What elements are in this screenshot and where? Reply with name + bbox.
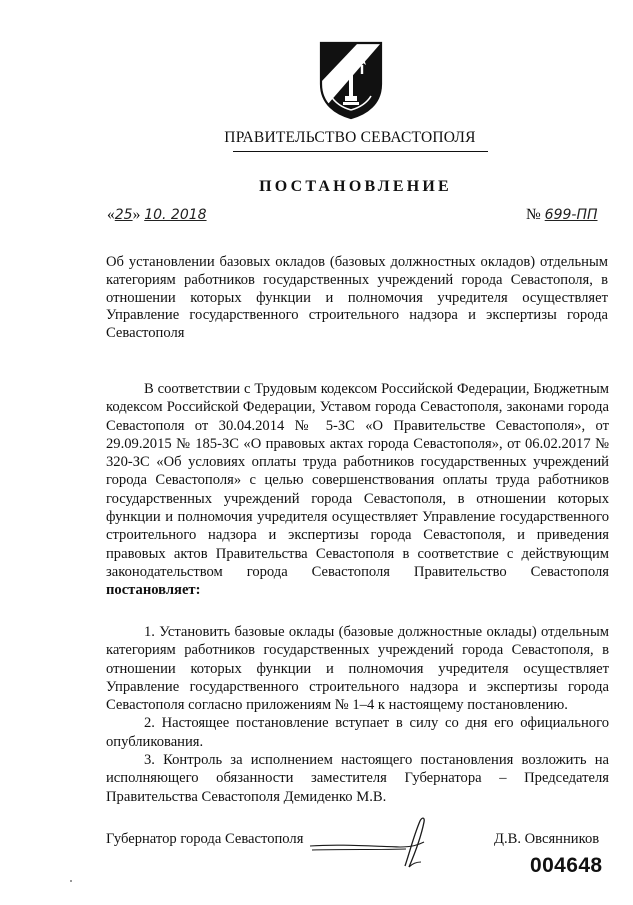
coat-of-arms-icon bbox=[318, 40, 384, 120]
decree-word: постановляет: bbox=[106, 582, 201, 599]
date-day: 25 bbox=[114, 207, 133, 223]
document-subject: Об установлении базовых окладов (базовых должностных окладов) отдельным категориям работников государственных учреждений города Севастополя, в отношении которых функции и полномочия учредителя осуществляет Управление государственного строительного надзора и экспертизы города Севастополя bbox=[106, 254, 608, 342]
decree-item: 2. Настоящее постановление вступает в силу со дня его официального опубликования. bbox=[106, 715, 609, 750]
preamble-paragraph bbox=[106, 380, 609, 600]
signatory-position: Губернатор города Севастополя bbox=[106, 831, 304, 847]
serial-number: 004648 bbox=[530, 854, 603, 877]
government-name-underline bbox=[233, 151, 488, 152]
date-close-quote: » bbox=[132, 206, 141, 223]
number-value: 699-ПП bbox=[544, 207, 598, 223]
decree-items bbox=[106, 623, 609, 806]
signatory-name: Д.В. Овсянников bbox=[494, 831, 600, 847]
scan-artifact bbox=[70, 880, 72, 882]
date-month-year: 10. 2018 bbox=[144, 207, 207, 223]
number-sign: № bbox=[526, 206, 541, 223]
handwritten-signature bbox=[308, 815, 458, 875]
document-date bbox=[107, 206, 207, 224]
document-type-heading: ПОСТАНОВЛЕНИЕ bbox=[259, 178, 452, 195]
decree-item: 3. Контроль за исполнением настоящего постановления возложить на исполняющего обязанности заместителя Губернатора – Председателя Правительства Севастополя Демиденко М.В. bbox=[106, 752, 609, 805]
government-name: ПРАВИТЕЛЬСТВО СЕВАСТОПОЛЯ bbox=[224, 129, 476, 146]
decree-item: 1. Установить базовые оклады (базовые должностные оклады) отдельным категориям работников государственных учреждений города Севастополя, в отношении которых функции и полномочия учредителя осуществляет Управление государственного строительного надзора и экспертизы города Севастополя согласно приложениям № 1–4 к настоящему постановлению. bbox=[106, 624, 609, 714]
document-number bbox=[526, 206, 598, 224]
date-open-quote: « bbox=[107, 206, 115, 223]
preamble-text: В соответствии с Трудовым кодексом Российской Федерации, Бюджетным кодексом Российской Федерации, Уставом города Севастополя, законами города Севастополя от 30.04.2014 № 5-ЗС «О Правительстве Севастополя», от 29.09.2015 № 185-ЗС «О правовых актах города Севастополя», от 06.02.2017 № 320-ЗС «Об условиях оплаты труда работников государственных учреждений города Севастополя» с целью совершенствования оплаты труда работников государственных учреждений города Севастополя, в отношении которых функции и полномочия учредителя осуществляет Управление государственного строительного надзора и экспертизы города Севастополя, и приведения правовых актов Правительства Севастополя в соответствие с действующим законодательством города Севастополя Правительство Севастополя bbox=[106, 381, 609, 580]
